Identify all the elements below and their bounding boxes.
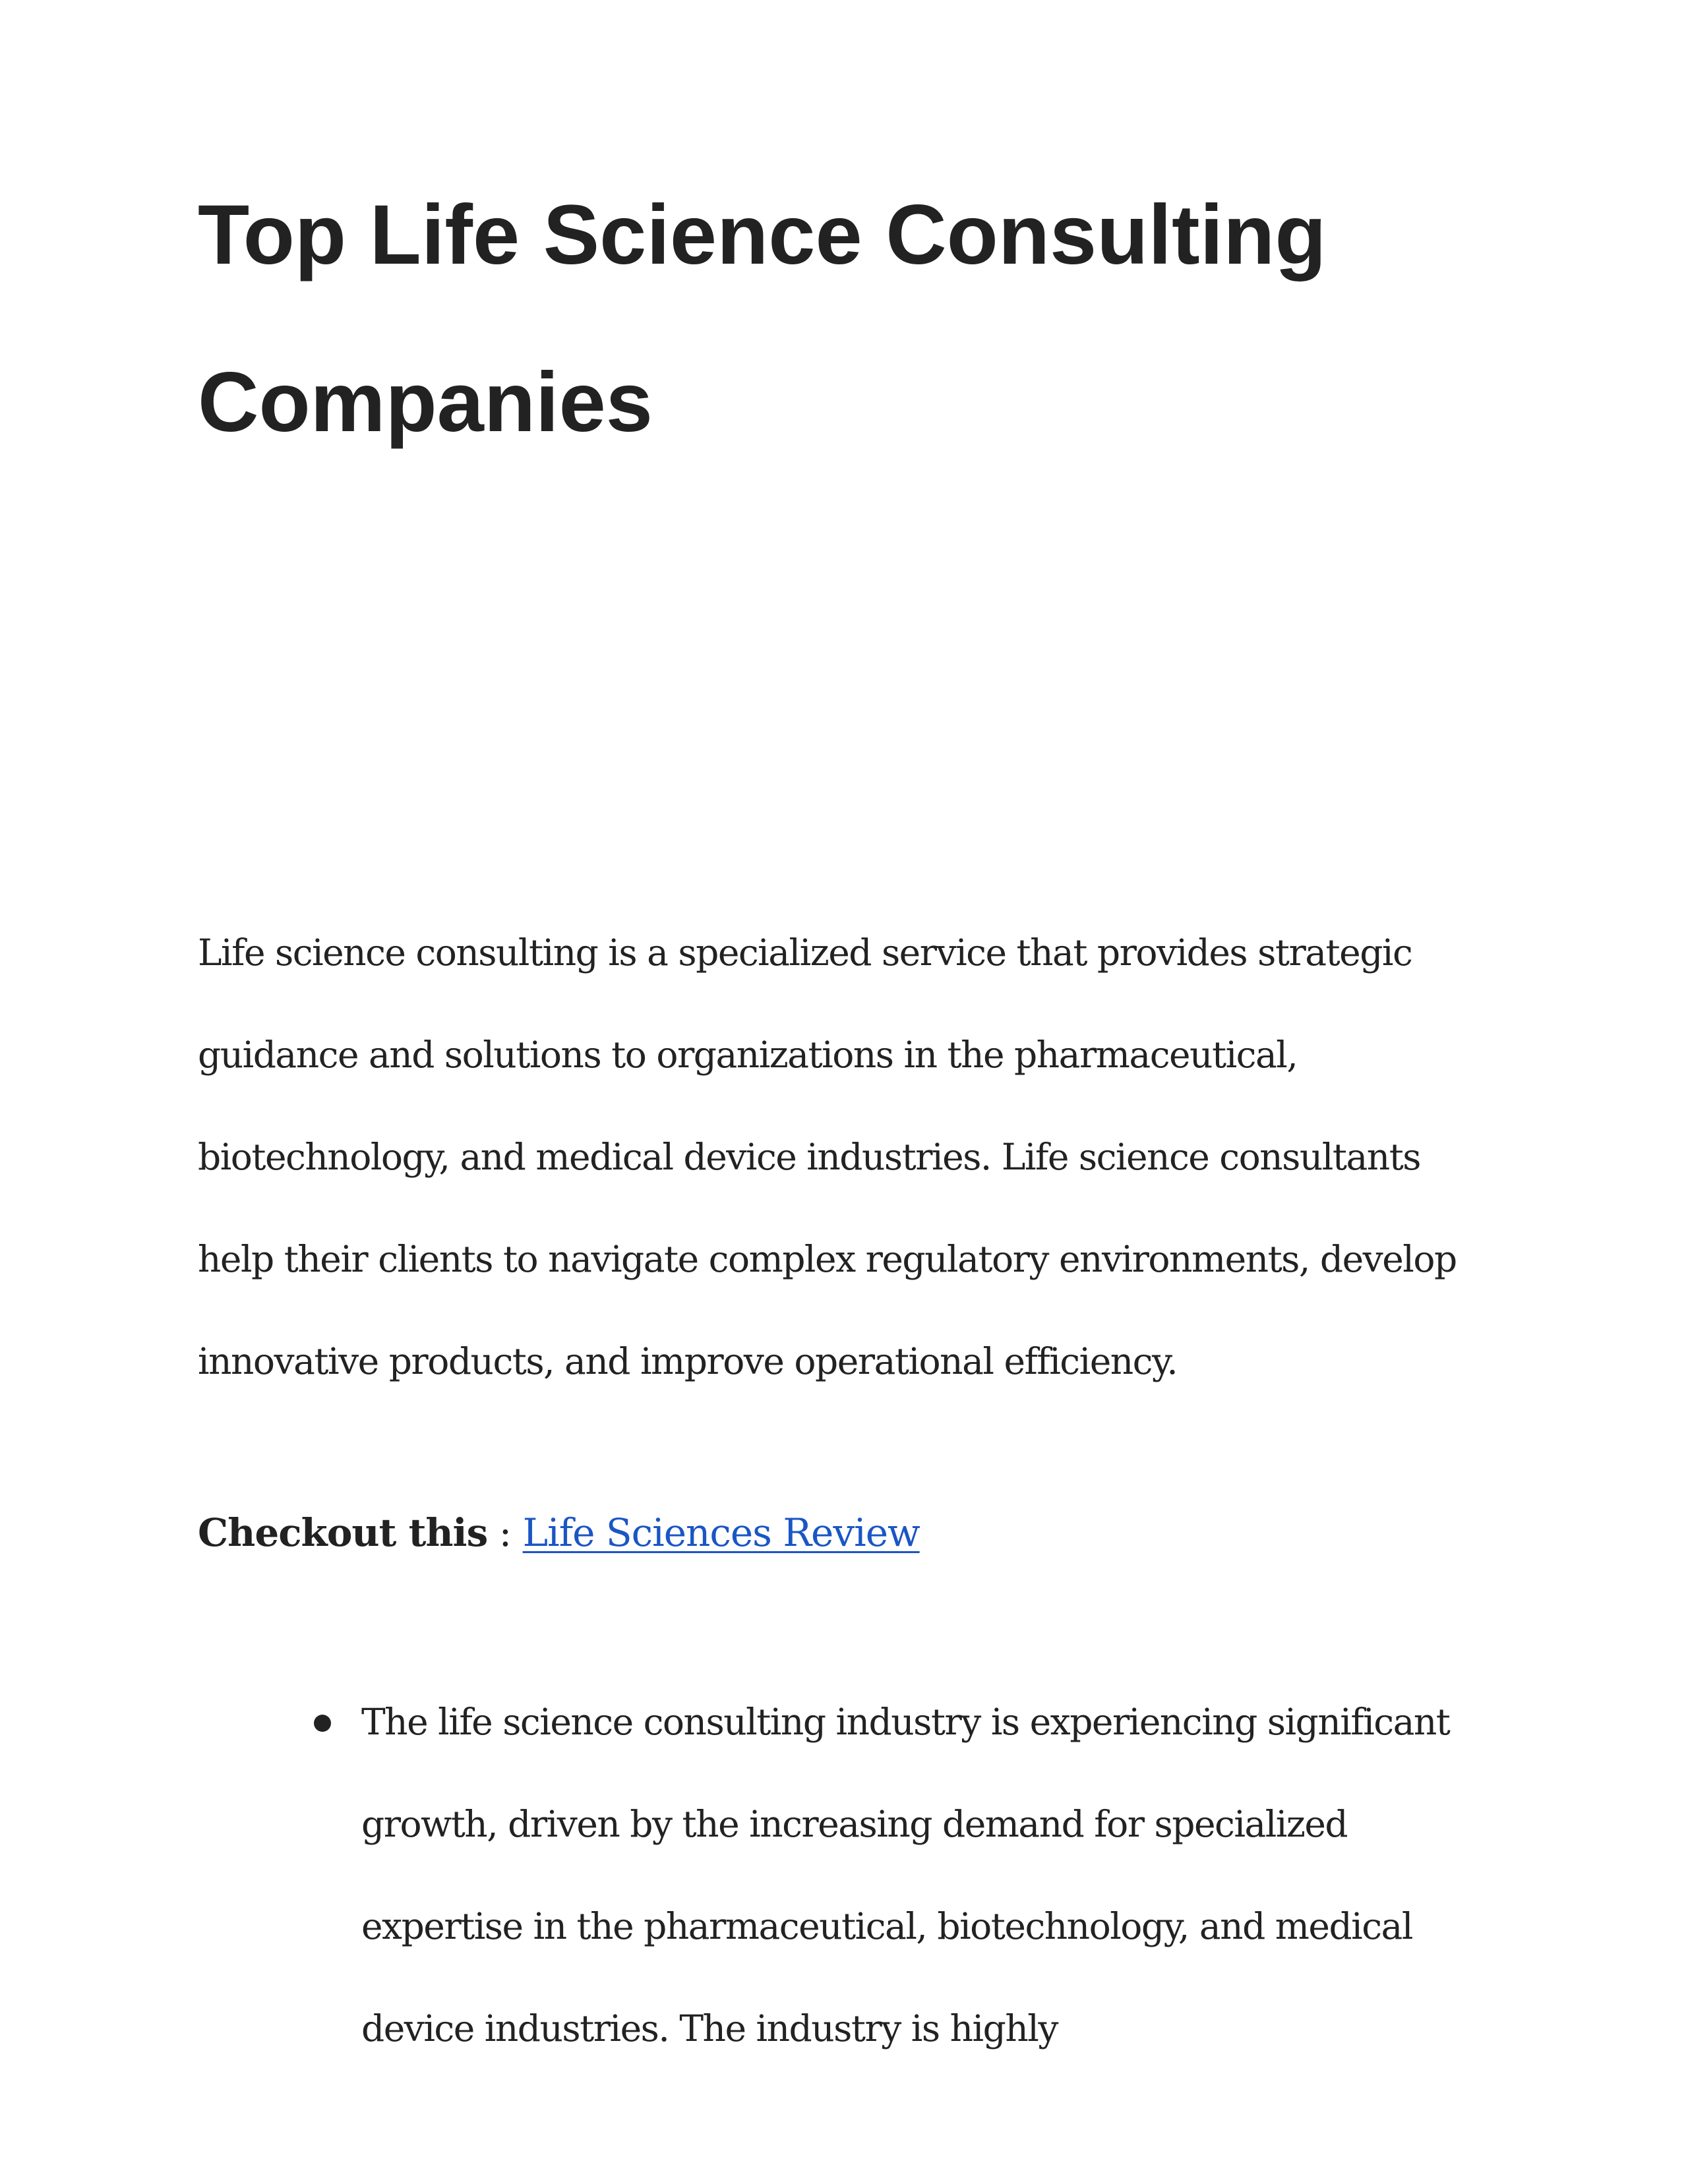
page-title bbox=[198, 152, 1503, 487]
list-item-text: The life science consulting industry is experiencing significant growth, driven by the increasing demand for specialized expertise in the pharmaceutical, biotechnology, and medical device industries. The industry is highly bbox=[361, 1701, 1450, 2050]
document-page bbox=[198, 152, 1503, 2080]
list-item bbox=[361, 1671, 1482, 2080]
bullet-list bbox=[198, 1671, 1482, 2080]
intro-paragraph: Life science consulting is a specialized service that provides strategic guidance and solutions to organizations in the pharmaceutical, biotechnology, and medical device industries. Life science consultants help their clients to navigate complex regulatory environments, develop innovative products, and improve operational efficiency. bbox=[198, 931, 1457, 1382]
checkout-label: Checkout this bbox=[198, 1510, 488, 1555]
checkout-separator: : bbox=[487, 1510, 523, 1555]
page-title-line-1: Top Life Science Consulting bbox=[198, 188, 1327, 282]
page-title-line-2: Companies bbox=[198, 355, 653, 450]
bullet-dot-icon bbox=[314, 1715, 331, 1732]
checkout-line bbox=[198, 1500, 1503, 1566]
life-sciences-review-link[interactable]: Life Sciences Review bbox=[522, 1510, 920, 1555]
